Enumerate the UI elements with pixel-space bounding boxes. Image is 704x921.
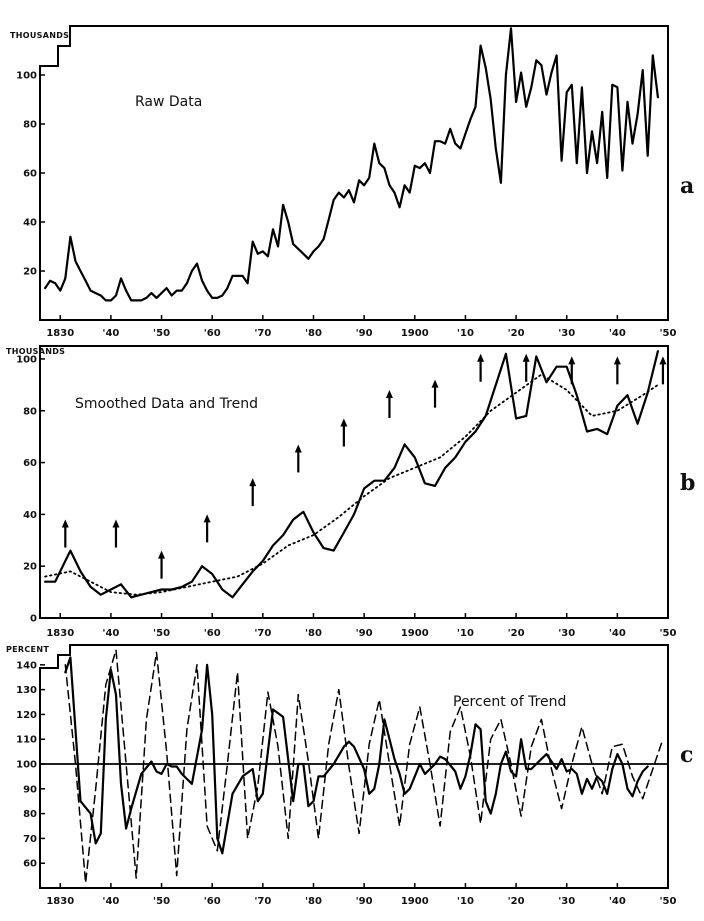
panel-c-ytick-label: 70 (23, 833, 37, 845)
panel-c-ytick-label: 100 (16, 759, 37, 771)
panel-b-arrow-marker (158, 551, 165, 579)
panel-a-xtick-label: '30 (558, 328, 576, 339)
panel-c-letter: c (680, 742, 694, 768)
panel-c-xtick-label: '30 (558, 896, 576, 907)
panel-b-unit-label: THOUSANDS (6, 347, 66, 356)
panel-c-ytick-label: 90 (23, 784, 37, 796)
panel-c-xtick-label: '50 (153, 896, 171, 907)
panel-c-ytick-label: 140 (16, 660, 37, 672)
panel-a-series-solid-line (45, 28, 658, 300)
panel-b-xtick-label: '10 (456, 628, 474, 639)
panel-c-series-solid-line (65, 657, 647, 853)
panel-b-arrow-marker (249, 478, 256, 506)
panel-b-ytick-label: 60 (23, 458, 37, 470)
panel-b-xtick-label: 1830 (46, 628, 75, 639)
panel-b-ytick-label: 0 (30, 613, 37, 625)
panel-a-ytick-label: 20 (23, 266, 37, 278)
panel-c-xtick-label: '90 (355, 896, 373, 907)
panel-b-xtick-label: '90 (355, 628, 373, 639)
panel-c-xtick-label: '70 (254, 896, 272, 907)
panel-b-series-solid-line (45, 351, 658, 597)
panel-a-xtick-label: '70 (254, 328, 272, 339)
panel-b-xtick-label: '70 (254, 628, 272, 639)
panel-b-ytick-label: 40 (23, 509, 37, 521)
panel-c-unit-label: PERCENT (6, 645, 50, 654)
panel-c-ytick-label: 110 (16, 734, 37, 746)
panel-c-ytick-label: 80 (23, 809, 37, 821)
panel-a-xtick-label: '40 (102, 328, 120, 339)
panel-b-smoothed-data-and-trend (6, 346, 695, 639)
panel-b-arrow-marker (568, 356, 575, 384)
panel-b-arrow-marker (204, 514, 211, 542)
panel-b-ytick-label: 80 (23, 406, 37, 418)
panel-c-title: Percent of Trend (453, 694, 567, 710)
panel-a-ytick-label: 80 (23, 119, 37, 131)
panel-b-xtick-label: 1900 (400, 628, 429, 639)
panel-b-xtick-label: '60 (203, 628, 221, 639)
panel-a-xtick-label: '50 (659, 328, 677, 339)
panel-b-xtick-label: '40 (102, 628, 120, 639)
panel-a-xtick-label: '60 (203, 328, 221, 339)
panel-c-percent-of-trend (6, 645, 693, 907)
panel-b-arrow-marker (112, 520, 119, 548)
panel-c-xtick-label: '60 (203, 896, 221, 907)
panel-b-xtick-label: '80 (304, 628, 322, 639)
panel-b-xtick-label: '30 (558, 628, 576, 639)
panel-b-xtick-label: '50 (153, 628, 171, 639)
panel-c-xtick-label: 1900 (400, 896, 429, 907)
panel-b-arrow-marker (477, 354, 484, 382)
panel-b-xtick-label: '50 (659, 628, 677, 639)
panel-b-arrow-marker (295, 444, 302, 472)
panel-a-raw-data (10, 26, 694, 339)
panel-b-ytick-label: 20 (23, 561, 37, 573)
panel-a-xtick-label: '10 (456, 328, 474, 339)
panel-a-xtick-label: '50 (153, 328, 171, 339)
panel-b-xtick-label: '40 (608, 628, 626, 639)
panel-c-xtick-label: '50 (659, 896, 677, 907)
panel-b-arrow-marker (386, 390, 393, 418)
panel-c-ytick-label: 120 (16, 709, 37, 721)
panel-c-xtick-label: '10 (456, 896, 474, 907)
panel-c-xtick-label: '40 (102, 896, 120, 907)
panel-c-xtick-label: 1830 (46, 896, 75, 907)
panel-c-xtick-label: '20 (507, 896, 525, 907)
panel-b-arrow-marker (62, 520, 69, 548)
panel-a-ytick-label: 100 (16, 70, 37, 82)
panel-a-title: Raw Data (135, 94, 203, 110)
panel-b-xtick-label: '20 (507, 628, 525, 639)
panel-a-xtick-label: 1830 (46, 328, 75, 339)
panel-a-xtick-label: 1900 (400, 328, 429, 339)
panel-b-letter: b (680, 470, 696, 496)
panel-a-xtick-label: '40 (608, 328, 626, 339)
panel-b-ytick-label: 100 (16, 354, 37, 366)
panel-a-xtick-label: '90 (355, 328, 373, 339)
panel-c-xtick-label: '80 (304, 896, 322, 907)
panel-a-unit-label: THOUSANDS (10, 31, 70, 40)
panel-a-letter: a (680, 173, 695, 199)
panel-a-ytick-label: 40 (23, 217, 37, 229)
panel-b-arrow-marker (659, 356, 666, 384)
panel-b-arrow-marker (432, 380, 439, 408)
panel-c-ytick-label: 130 (16, 685, 37, 697)
panel-a-ytick-label: 60 (23, 168, 37, 180)
panel-c-ytick-label: 60 (23, 858, 37, 870)
panel-a-xtick-label: '80 (304, 328, 322, 339)
panel-b-arrow-marker (523, 354, 530, 382)
panel-a-frame (40, 26, 668, 320)
panel-b-arrow-marker (614, 356, 621, 384)
panel-a-xtick-label: '20 (507, 328, 525, 339)
panel-b-arrow-marker (340, 419, 347, 447)
panel-b-title: Smoothed Data and Trend (75, 396, 258, 412)
panel-c-xtick-label: '40 (608, 896, 626, 907)
